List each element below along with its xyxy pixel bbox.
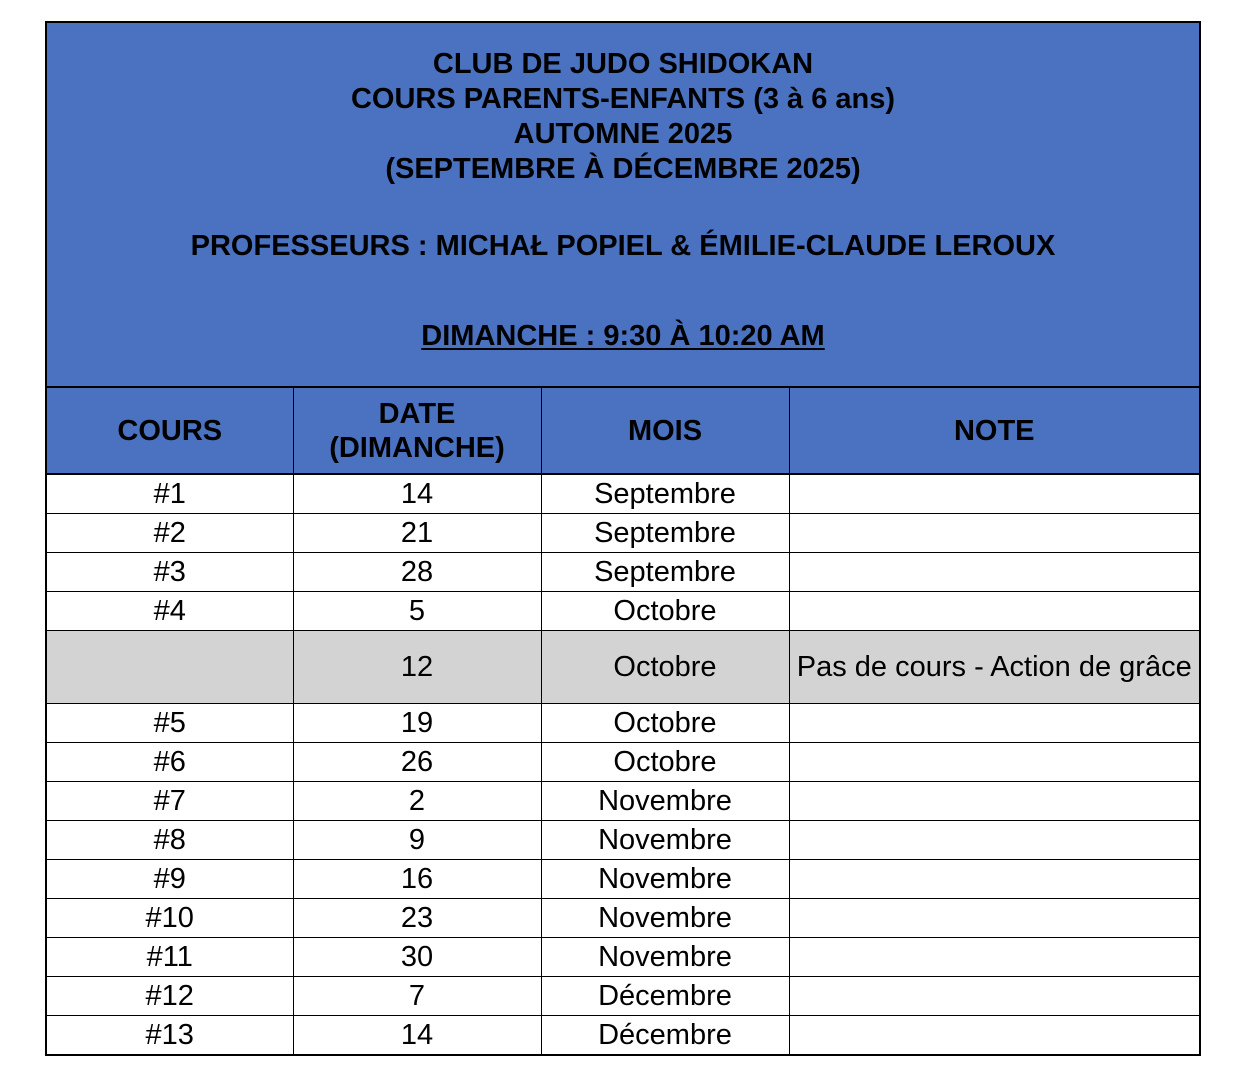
club-title: CLUB DE JUDO SHIDOKAN [432, 48, 814, 80]
cell-mois: Novembre [541, 782, 789, 821]
column-header-cours: COURS [47, 388, 293, 474]
cell-mois: Octobre [541, 631, 789, 704]
cell-note [789, 514, 1199, 553]
cell-date: 19 [293, 704, 541, 743]
period-title: (SEPTEMBRE À DÉCEMBRE 2025) [385, 153, 861, 185]
course-title: COURS PARENTS-ENFANTS (3 à 6 ans) [350, 83, 896, 115]
cell-date: 7 [293, 977, 541, 1016]
cell-mois: Octobre [541, 592, 789, 631]
column-header-date: DATE (DIMANCHE) [293, 388, 541, 474]
cell-date: 23 [293, 899, 541, 938]
season-title: AUTOMNE 2025 [513, 118, 733, 150]
cell-cours: #7 [47, 782, 293, 821]
cell-note [789, 1016, 1199, 1055]
cell-note [789, 938, 1199, 977]
cell-mois: Novembre [541, 860, 789, 899]
cell-note [789, 821, 1199, 860]
cell-note [789, 977, 1199, 1016]
schedule-header [47, 23, 1199, 388]
cell-note [789, 704, 1199, 743]
cell-cours: #6 [47, 743, 293, 782]
cell-mois: Décembre [541, 1016, 789, 1055]
cell-date: 30 [293, 938, 541, 977]
cell-cours [47, 631, 293, 704]
table-row [47, 553, 1199, 592]
cell-note [789, 899, 1199, 938]
cell-cours: #1 [47, 474, 293, 514]
cell-date: 5 [293, 592, 541, 631]
cell-mois: Septembre [541, 553, 789, 592]
cell-cours: #9 [47, 860, 293, 899]
cell-cours: #5 [47, 704, 293, 743]
table-row [47, 860, 1199, 899]
column-header-note: NOTE [789, 388, 1199, 474]
cell-mois: Décembre [541, 977, 789, 1016]
cell-cours: #4 [47, 592, 293, 631]
table-row [47, 977, 1199, 1016]
table-row [47, 592, 1199, 631]
table-row [47, 704, 1199, 743]
cell-mois: Octobre [541, 743, 789, 782]
cell-note [789, 782, 1199, 821]
cell-cours: #11 [47, 938, 293, 977]
cell-note [789, 743, 1199, 782]
cell-cours: #8 [47, 821, 293, 860]
cell-date: 21 [293, 514, 541, 553]
cell-note: Pas de cours - Action de grâce [789, 631, 1199, 704]
schedule-sheet [45, 21, 1201, 1056]
table-body [47, 474, 1199, 1054]
cell-date: 14 [293, 474, 541, 514]
cell-note [789, 860, 1199, 899]
cell-cours: #2 [47, 514, 293, 553]
cell-note [789, 592, 1199, 631]
column-header-mois: MOIS [541, 388, 789, 474]
table-row [47, 782, 1199, 821]
cell-date: 14 [293, 1016, 541, 1055]
table-row [47, 743, 1199, 782]
cell-date: 2 [293, 782, 541, 821]
cell-cours: #12 [47, 977, 293, 1016]
cell-mois: Novembre [541, 821, 789, 860]
table-row [47, 938, 1199, 977]
table-row [47, 1016, 1199, 1055]
cell-cours: #10 [47, 899, 293, 938]
table-row [47, 821, 1199, 860]
cell-note [789, 553, 1199, 592]
cell-date: 28 [293, 553, 541, 592]
table-row-no-class [47, 631, 1199, 704]
cell-note [789, 474, 1199, 514]
schedule-line [47, 319, 1199, 354]
cell-cours: #13 [47, 1016, 293, 1055]
cell-mois: Septembre [541, 514, 789, 553]
cell-date: 16 [293, 860, 541, 899]
title-block [47, 47, 1199, 187]
cell-cours: #3 [47, 553, 293, 592]
course-table [47, 388, 1199, 1054]
cell-mois: Novembre [541, 938, 789, 977]
table-header-row [47, 388, 1199, 474]
cell-mois: Novembre [541, 899, 789, 938]
cell-date: 9 [293, 821, 541, 860]
cell-mois: Octobre [541, 704, 789, 743]
schedule-text: DIMANCHE : 9:30 À 10:20 AM [421, 320, 825, 352]
cell-date: 12 [293, 631, 541, 704]
table-row [47, 474, 1199, 514]
table-row [47, 514, 1199, 553]
cell-mois: Septembre [541, 474, 789, 514]
cell-date: 26 [293, 743, 541, 782]
teachers-line: PROFESSEURS : MICHAŁ POPIEL & ÉMILIE-CLAUDE LEROUX [190, 230, 1056, 262]
table-row [47, 899, 1199, 938]
